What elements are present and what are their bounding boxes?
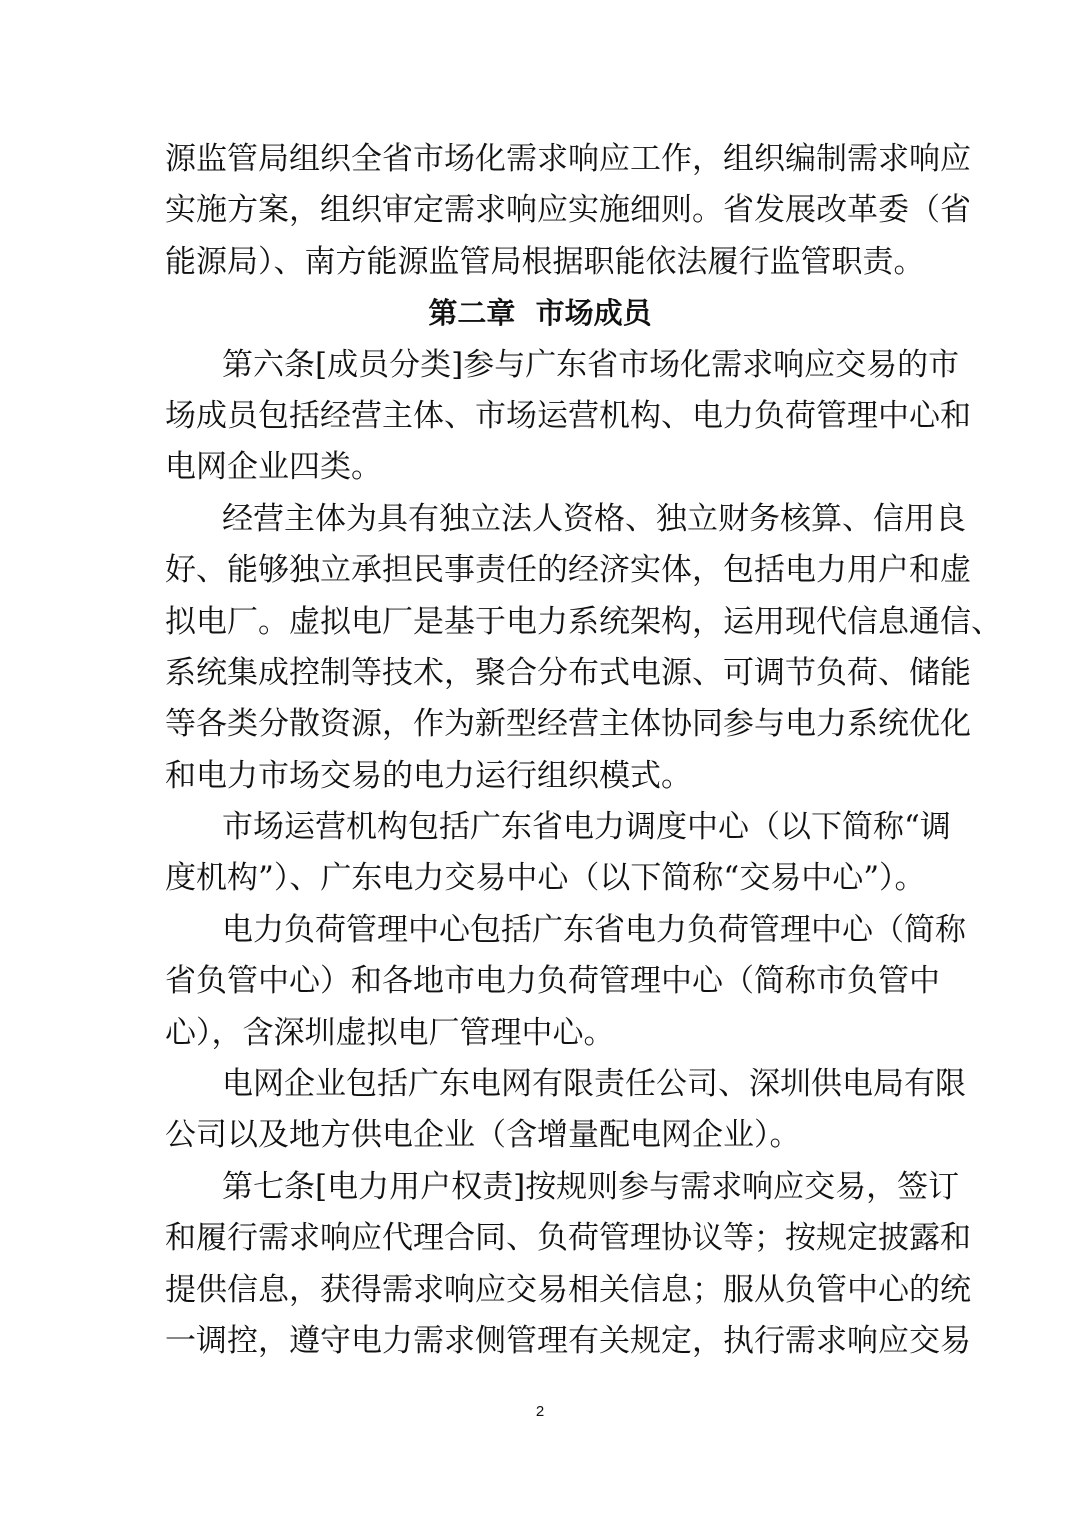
- text-line: 系统集成控制等技术，聚合分布式电源、可调节负荷、储能: [165, 654, 971, 691]
- text-line: 好、能够独立承担民事责任的经济实体，包括电力用户和虚: [165, 552, 971, 589]
- paragraph: [165, 494, 1002, 802]
- text-line: 和电力市场交易的电力运行组织模式。: [165, 757, 692, 794]
- text-line: 市场运营机构包括广东省电力调度中心（以下简称“调: [222, 809, 951, 846]
- text-line: 一调控，遵守电力需求侧管理有关规定，执行需求响应交易: [165, 1322, 971, 1359]
- text-line: 场成员包括经营主体、市场运营机构、电力负荷管理中心和: [165, 397, 971, 434]
- text-line: 提供信息，获得需求响应交易相关信息；服从负管中心的统: [165, 1271, 971, 1308]
- text-line: 源监管局组织全省市场化需求响应工作，组织编制需求响应: [165, 141, 971, 177]
- text-line: 第七条[电力用户权责]按规则参与需求响应交易，签订: [222, 1168, 960, 1205]
- text-line: 和履行需求响应代理合同、负荷管理协议等；按规定披露和: [165, 1220, 971, 1257]
- paragraph: [165, 905, 966, 1059]
- text-line: 公司以及地方供电企业（含增量配电网企业）。: [165, 1117, 801, 1154]
- text-line: 电网企业四类。: [165, 449, 382, 486]
- text-line: 等各类分散资源，作为新型经营主体协同参与电力系统优化: [165, 706, 971, 743]
- text-line: 拟电厂。虚拟电厂是基于电力系统架构，运用现代信息通信、: [165, 603, 1002, 640]
- text-line: 心），含深圳虚拟电厂管理中心。: [165, 1014, 615, 1051]
- page-number: 2: [535, 1403, 545, 1420]
- text-line: 省负管中心）和各地市电力负荷管理中心（简称市负管中: [165, 963, 940, 1000]
- paragraph: [165, 802, 951, 905]
- text-line: 第六条[成员分类]参与广东省市场化需求响应交易的市: [222, 346, 960, 383]
- text-line: 能源局）、南方能源监管局根据职能依法履行监管职责。: [165, 243, 925, 280]
- text-line: 经营主体为具有独立法人资格、独立财务核算、信用良: [222, 500, 966, 537]
- paragraph: [165, 134, 971, 288]
- paragraph: [165, 1059, 966, 1162]
- text-line: 电网企业包括广东电网有限责任公司、深圳供电局有限: [222, 1066, 966, 1103]
- text-line: 实施方案，组织审定需求响应实施细则。省发展改革委（省: [165, 192, 971, 229]
- paragraph: [165, 1162, 971, 1368]
- text-line: 电力负荷管理中心包括广东省电力负荷管理中心（简称: [222, 911, 966, 948]
- paragraph: [165, 340, 971, 494]
- text-line: 度机构”）、广东电力交易中心（以下简称“交易中心”）。: [165, 860, 926, 897]
- document-body: [165, 134, 1002, 1367]
- chapter-heading: 第二章 市场成员: [428, 296, 652, 331]
